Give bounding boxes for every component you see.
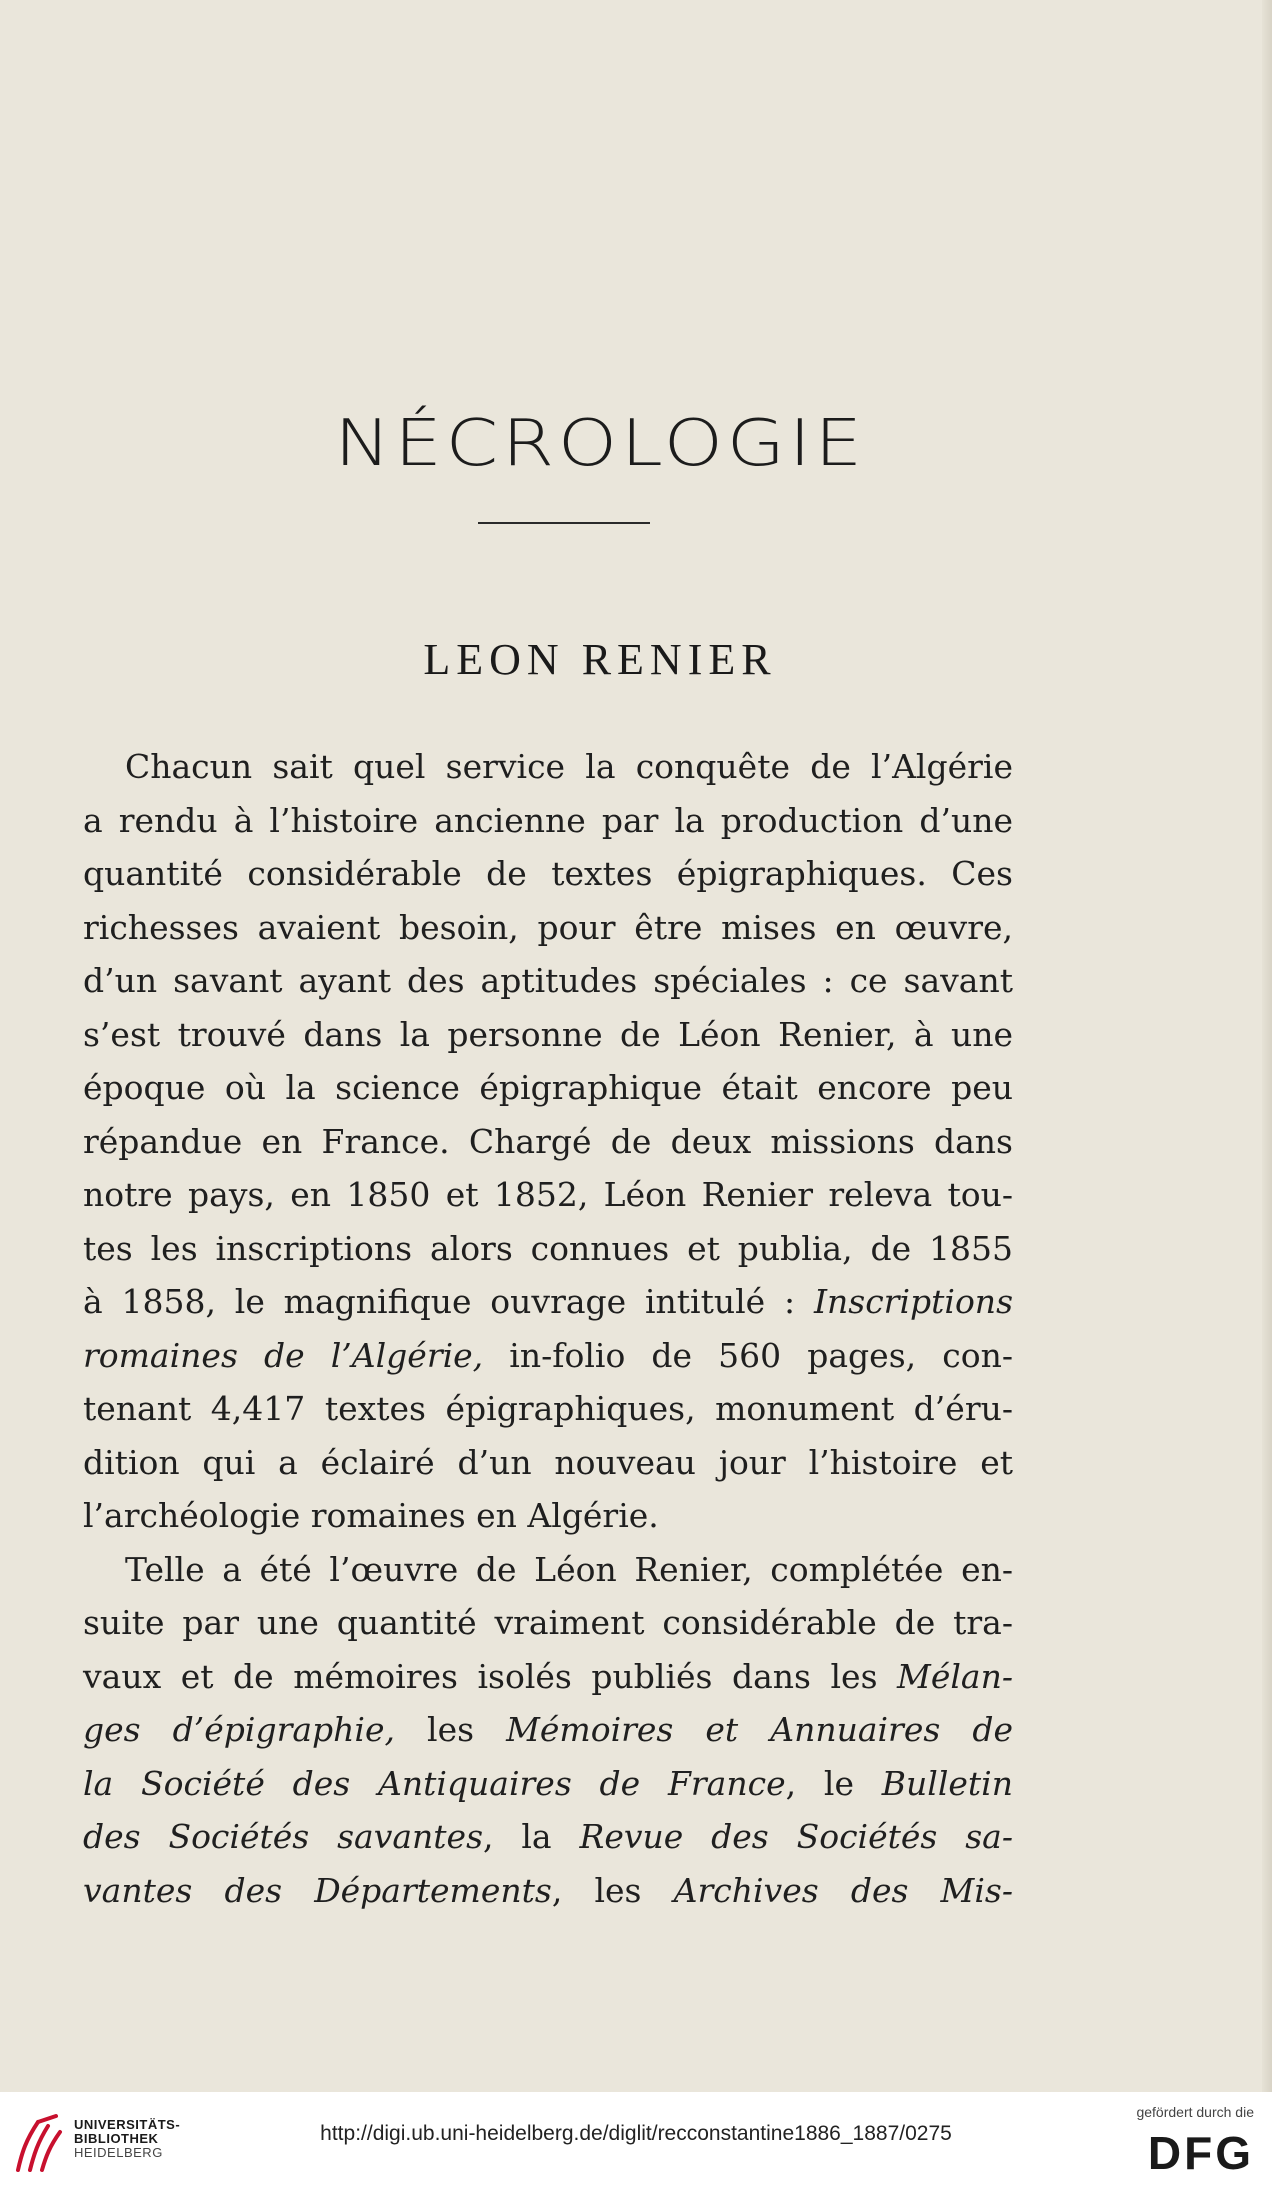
text-line: l’archéologie romaines en Algérie.: [83, 1496, 659, 1535]
text-run: à 1858, le magnifique ouvrage intitulé :: [83, 1282, 814, 1321]
heading-rule: [478, 522, 650, 524]
footer-bar: [0, 2092, 1272, 2186]
text-run: , le: [785, 1763, 882, 1803]
text-line: tenant 4,417 textes épigraphiques, monument d’éru-: [83, 1389, 1013, 1428]
italic-title: la Société des Antiquaires de France: [83, 1763, 786, 1803]
article-body: [83, 740, 1013, 1917]
text-line: époque où la science épigraphique était encore peu: [83, 1068, 1013, 1107]
italic-title: Mélan-: [897, 1656, 1013, 1696]
text-line: [83, 1329, 1013, 1383]
library-name-line: HEIDELBERG: [74, 2145, 163, 2160]
text-line: a rendu à l’histoire ancienne par la production d’une: [83, 800, 1013, 840]
text-line: [83, 1703, 1013, 1757]
sponsor-label: gefördert durch die: [1136, 2104, 1254, 2120]
article-title: LEON RENIER: [423, 635, 777, 684]
text-line: [83, 1650, 1013, 1704]
text-line: quantité considérable de textes épigraphiques. Ces: [83, 854, 1013, 893]
text-line: suite par une quantité vraiment considérable de tra-: [83, 1603, 1013, 1642]
italic-title: Bulletin: [881, 1763, 1013, 1803]
text-line: [83, 1757, 1013, 1811]
text-line: Telle a été l’œuvre de Léon Renier, complétée en-: [125, 1549, 1013, 1589]
italic-title: Mémoires et Annuaires de: [506, 1710, 1013, 1749]
text-line: répandue en France. Chargé de deux missions dans: [83, 1121, 1013, 1161]
page-heading: NÉCROLOGIE: [334, 407, 866, 481]
text-line: d’un savant ayant des aptitudes spéciales : ce savant: [83, 961, 1013, 1000]
italic-title: Inscriptions: [813, 1282, 1013, 1321]
text-line: s’est trouvé dans la personne de Léon Renier, à une: [83, 1014, 1013, 1054]
library-name-line: BIBLIOTHEK: [74, 2131, 159, 2146]
text-line: dition qui a éclairé d’un nouveau jour l’histoire et: [83, 1442, 1013, 1482]
text-run: , les: [551, 1870, 674, 1910]
text-line: [83, 1864, 1013, 1918]
dfg-logo: DFG: [1147, 2127, 1254, 2179]
text-line: notre pays, en 1850 et 1852, Léon Renier releva tou-: [83, 1175, 1013, 1214]
italic-title: Revue des Sociétés sa-: [579, 1817, 1013, 1856]
italic-title: ges d’épigraphie,: [83, 1710, 395, 1749]
text-line: [83, 1275, 1013, 1329]
sponsor-block: [1114, 2104, 1254, 2179]
text-line: [83, 1810, 1013, 1864]
text-run: les: [394, 1710, 507, 1749]
text-run: in-folio de 560 pages, con-: [483, 1335, 1013, 1375]
text-line: Chacun sait quel service la conquête de l’Algérie: [125, 747, 1013, 786]
source-url-link[interactable]: http://digi.ub.uni-heidelberg.de/diglit/recconstantine1886_1887/0275: [320, 2122, 952, 2145]
page-edge: [1262, 0, 1272, 2092]
text-line: tes les inscriptions alors connues et publia, de 1855: [83, 1228, 1013, 1268]
library-name-line: UNIVERSITÄTS-: [74, 2117, 181, 2132]
italic-title: vantes des Départements: [83, 1870, 552, 1910]
italic-title: Archives des Mis-: [673, 1870, 1013, 1910]
text-run: vaux et de mémoires isolés publiés dans les: [83, 1656, 898, 1696]
text-line: richesses avaient besoin, pour être mises en œuvre,: [83, 907, 1013, 947]
italic-title: des Sociétés savantes: [83, 1817, 483, 1856]
text-run: , la: [483, 1817, 580, 1856]
italic-title: romaines de l’Algérie,: [83, 1335, 484, 1375]
